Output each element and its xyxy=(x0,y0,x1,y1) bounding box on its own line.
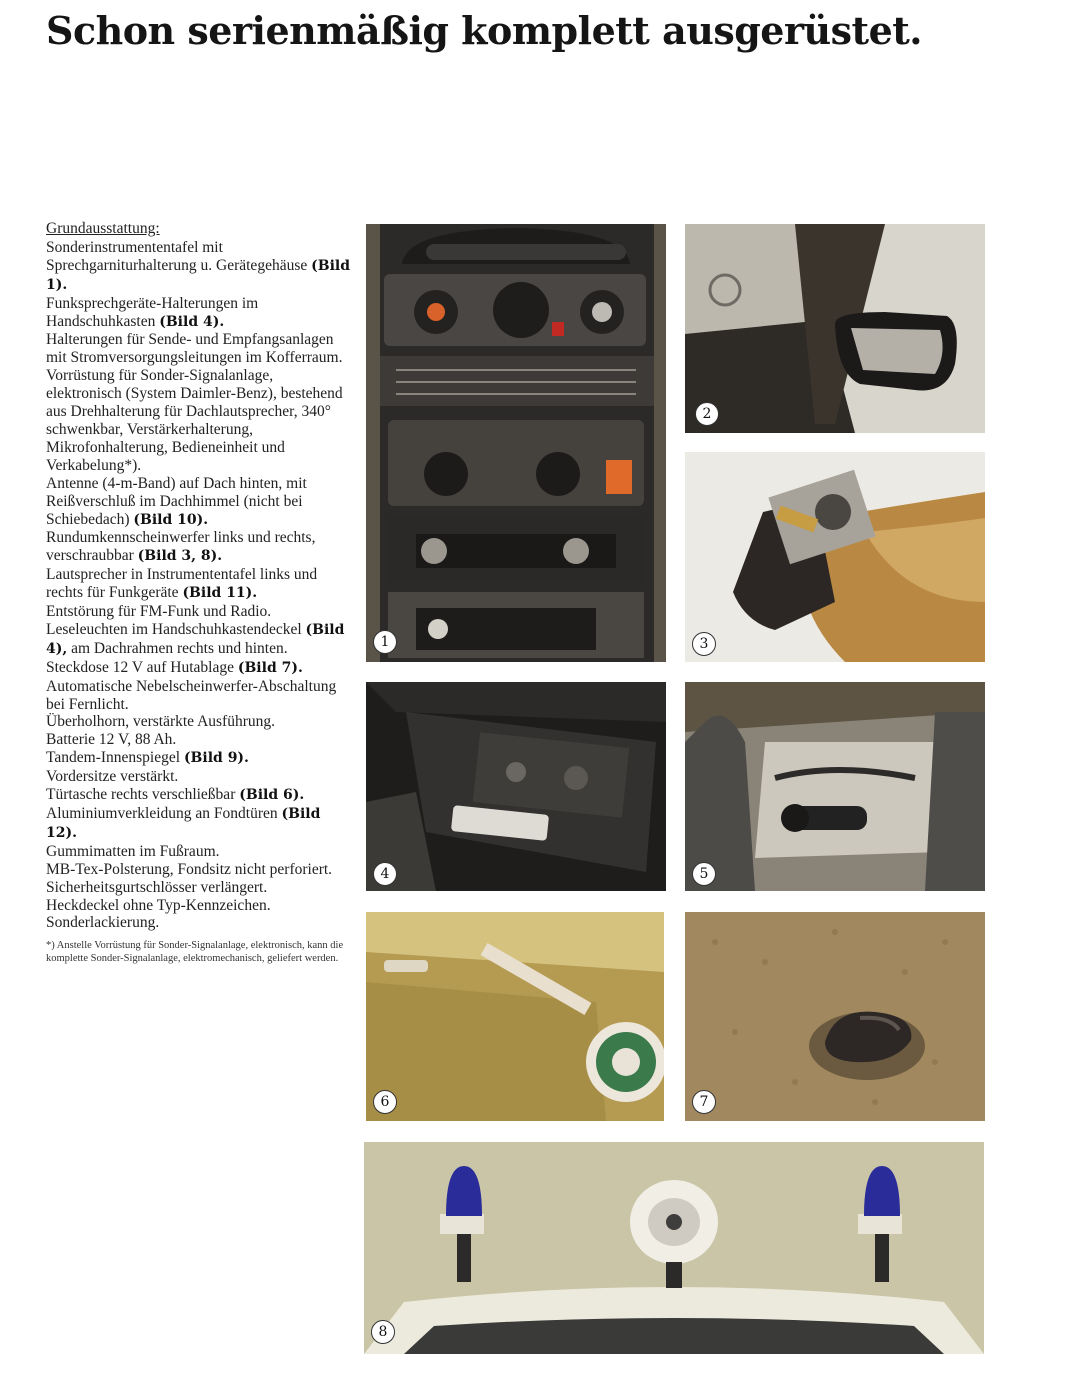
roof-illustration xyxy=(364,1142,984,1354)
photo-2-number: 2 xyxy=(695,402,719,426)
equipment-item xyxy=(46,475,352,530)
equipment-heading: Grundausstattung: xyxy=(46,220,160,237)
equipment-item xyxy=(46,749,352,768)
equipment-item xyxy=(46,603,352,621)
equipment-item-text: Sicherheitsgurtschlösser verlängert. xyxy=(46,878,268,896)
photo-6-number: 6 xyxy=(373,1090,397,1114)
equipment-item-text: Rundumkennscheinwerfer links und rechts, verschraubbar xyxy=(46,529,316,565)
picture-reference: (Bild 4), xyxy=(46,621,345,657)
picture-reference: (Bild 6). xyxy=(239,787,305,804)
page-title: Schon serienmäßig komplett ausgerüstet. xyxy=(46,8,923,53)
equipment-item xyxy=(46,678,352,714)
equipment-items xyxy=(46,239,352,932)
equipment-item xyxy=(46,805,352,843)
photo-4-glovebox xyxy=(366,682,666,891)
equipment-item xyxy=(46,731,352,749)
equipment-item-text: Leseleuchten im Handschuhkastendeckel xyxy=(46,620,306,638)
equipment-item-text: Antenne (4-m-Band) auf Dach hinten, mit Reißverschluß im Dachhimmel (nicht bei Schiebedach) xyxy=(46,474,307,528)
equipment-item-text: Sonderlackierung. xyxy=(46,914,160,932)
photo-8-roof xyxy=(364,1142,984,1354)
equipment-item xyxy=(46,621,352,659)
equipment-list xyxy=(46,220,352,965)
photo-3-number: 3 xyxy=(692,632,716,656)
photo-1-dashboard xyxy=(366,224,666,662)
equipment-item xyxy=(46,879,352,897)
equipment-item-text: Aluminiumverkleidung an Fondtüren xyxy=(46,805,282,822)
equipment-item-text: Lautsprecher in Instrumententafel links und rechts für Funkgeräte xyxy=(46,566,318,602)
glovebox-illustration xyxy=(366,682,666,891)
photo-8-number: 8 xyxy=(371,1320,395,1344)
equipment-item-text: Funksprechgeräte-Halterungen im Handschuhkasten xyxy=(46,294,259,330)
equipment-item xyxy=(46,367,352,474)
photo-2-mirror xyxy=(685,224,985,433)
equipment-item-text: Türtasche rechts verschließbar xyxy=(46,786,240,804)
equipment-item-text: Sonderinstrumententafel mit Sprechgarniturhalterung u. Gerätegehäuse xyxy=(46,238,312,274)
photo-7-number: 7 xyxy=(692,1090,716,1114)
equipment-item xyxy=(46,914,352,932)
picture-reference: (Bild 4). xyxy=(159,313,225,330)
mirror-illustration xyxy=(685,224,985,433)
equipment-item xyxy=(46,529,352,566)
photo-6-door-pocket xyxy=(366,912,664,1121)
picture-reference: (Bild 7). xyxy=(237,659,303,676)
door-pocket-illustration xyxy=(366,912,664,1121)
equipment-item-text: Vordersitze verstärkt. xyxy=(46,768,179,786)
equipment-item xyxy=(46,566,352,603)
beacon-bracket-illustration xyxy=(685,452,985,662)
equipment-item xyxy=(46,786,352,805)
photo-5-number: 5 xyxy=(692,862,716,886)
equipment-item-text: Tandem-Innenspiegel xyxy=(46,749,184,767)
equipment-item-text: Entstörung für FM-Funk und Radio. xyxy=(46,603,272,621)
equipment-item-text: Automatische Nebelscheinwerfer-Abschaltung bei Fernlicht. xyxy=(46,677,337,713)
equipment-item xyxy=(46,295,352,332)
equipment-item xyxy=(46,861,352,879)
picture-reference: (Bild 9). xyxy=(183,750,249,767)
picture-reference: (Bild 10). xyxy=(133,511,209,528)
picture-reference: (Bild 1). xyxy=(46,257,351,293)
picture-reference: (Bild 11). xyxy=(182,585,258,602)
equipment-item xyxy=(46,897,352,915)
equipment-item-text: Gummimatten im Fußraum. xyxy=(46,842,220,860)
photo-7-socket xyxy=(685,912,985,1121)
equipment-item xyxy=(46,331,352,367)
equipment-item xyxy=(46,768,352,786)
photo-1-number: 1 xyxy=(373,630,397,654)
equipment-item-text: Steckdose 12 V auf Hutablage xyxy=(46,658,238,676)
equipment-item xyxy=(46,239,352,295)
picture-reference: (Bild 12). xyxy=(46,806,321,841)
picture-reference: (Bild 3, 8). xyxy=(137,548,223,565)
equipment-item xyxy=(46,659,352,678)
equipment-item-text: Überholhorn, verstärkte Ausführung. xyxy=(46,713,276,731)
equipment-item-text: Heckdeckel ohne Typ-Kennzeichen. xyxy=(46,896,271,914)
equipment-item-text: MB-Tex-Polsterung, Fondsitz nicht perforiert. xyxy=(46,860,333,878)
equipment-item-text: Halterungen für Sende- und Empfangsanlagen mit Stromversorgungsleitungen im Kofferraum. xyxy=(46,331,343,367)
microphone-illustration xyxy=(685,682,985,891)
equipment-item xyxy=(46,713,352,731)
photo-5-microphone xyxy=(685,682,985,891)
socket-illustration xyxy=(685,912,985,1121)
equipment-item-text: Vorrüstung für Sonder-Signalanlage, elektronisch (System Daimler-Benz), bestehend aus Drehhalterung für Dachlautsprecher, 340° schwenkbar, Verstärkerhalterung, Mikrofonhalterung, Bedieneinheit und Verkabelung*). xyxy=(46,367,343,474)
photo-3-beacon-bracket xyxy=(685,452,985,662)
dashboard-illustration xyxy=(366,224,666,662)
equipment-item xyxy=(46,843,352,861)
photo-4-number: 4 xyxy=(373,862,397,886)
footnote: *) Anstelle Vorrüstung für Sonder-Signalanlage, elektronisch, kann die komplette Sonder-Signalanlage, elektromechanisch, geliefert werden. xyxy=(46,940,344,965)
equipment-item-text: Batterie 12 V, 88 Ah. xyxy=(46,731,177,749)
equipment-item-text-cont: am Dachrahmen rechts und hinten. xyxy=(67,639,288,657)
